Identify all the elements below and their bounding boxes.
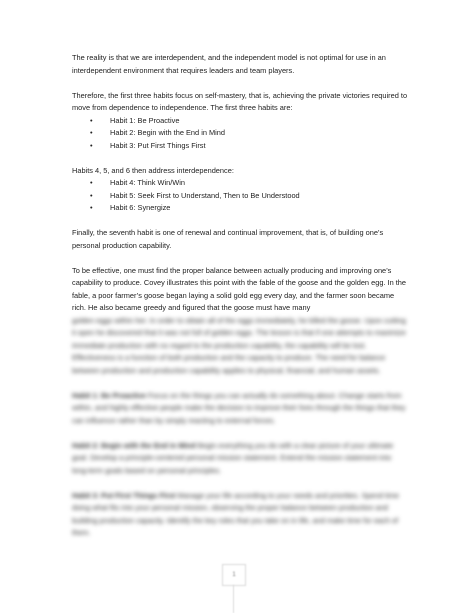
paragraph-seventh-habit: Finally, the seventh habit is one of renewal and continual improvement, that is, of building one’s personal production capability. [72,228,384,250]
habit-1-heading: Habit 1: Be Proactive [72,390,146,400]
paragraph-interdependence: The reality is that we are interdependent, and the independent model is not optimal for use in an interdependent environment that requires leaders and team players. [72,53,386,75]
habits-list-interdependence [72,177,408,215]
paragraph-first-three-habits: Therefore, the first three habits focus on self-mastery, that is, achieving the private victories required to move from dependence to independence. The first three habits are: [72,90,408,112]
list-item: • Habit 5: Seek First to Understand, Then to Be Understood [110,190,408,203]
paragraph-goose-fable: To be effective, one must find the proper balance between actually producing and improving one’s capability to produce. Covey illustrates this point with the fable of the goose and the golden egg. In the fable, a poor farmer’s goose began laying a solid gold egg every day, and the farmer soon became rich. He also became greedy and figured that the goose must have many [72,265,407,312]
habits-list-independence [72,115,408,153]
bullet-icon: • [90,178,93,187]
habit-1-text: Focus on the things you can actually do something about. Change starts from within, and highly effective people make the decision to improve their lives through the things that they can influence rather than by simply reacting to external forces. [72,390,406,425]
paragraph-interdependence-habits: Habits 4, 5, and 6 then address interdependence: [72,165,234,175]
paragraph-habit-1 [72,390,408,428]
habit-2-text: Begin everything you do with a clear picture of your ultimate goal. Develop a principle-centered personal mission statement. Extend the mission statement into long-term goals based on personal principles. [72,440,394,475]
list-item: • Habit 6: Synergize [110,202,408,215]
blurred-preview-region [72,315,408,540]
paragraph-goose-fable-continued: golden eggs within her. In order to obtain all of the eggs immediately, he killed the goose. Upon cutting it open he discovered that it was not full of golden eggs. The lesson is that if one attempts to maximize immediate production with no regard to the production capability, the capability will be lost. Effectiveness is a function of both production and the capacity to produce. The need for balance between production and production capability applies to physical, financial, and human assets. [72,315,406,375]
bullet-icon: • [90,190,93,200]
page-number: 1 [222,564,246,586]
habit-3-text: Manage your life according to your needs and priorities. Spend time doing what fits into your personal mission, observing the proper balance between production and building production capacity. Identify the key roles that you take on in life, and make time for each of them. [72,490,399,537]
list-item: • Habit 3: Put First Things First [110,140,408,153]
habit-2-heading: Habit 2: Begin with the End in Mind [72,440,196,450]
paragraph-habit-2 [72,440,408,478]
bullet-icon: • [90,140,93,150]
page-number-divider [233,585,234,613]
list-item: • Habit 4: Think Win/Win [110,177,408,190]
document-body [72,52,408,552]
habit-3-heading: Habit 3: Put First Things First [72,490,176,500]
bullet-icon: • [90,128,93,137]
list-item: • Habit 2: Begin with the End in Mind [110,127,408,140]
bullet-icon: • [90,115,93,125]
paragraph-habit-3 [72,490,408,540]
list-item: • Habit 1: Be Proactive [110,115,408,128]
bullet-icon: • [90,203,93,212]
